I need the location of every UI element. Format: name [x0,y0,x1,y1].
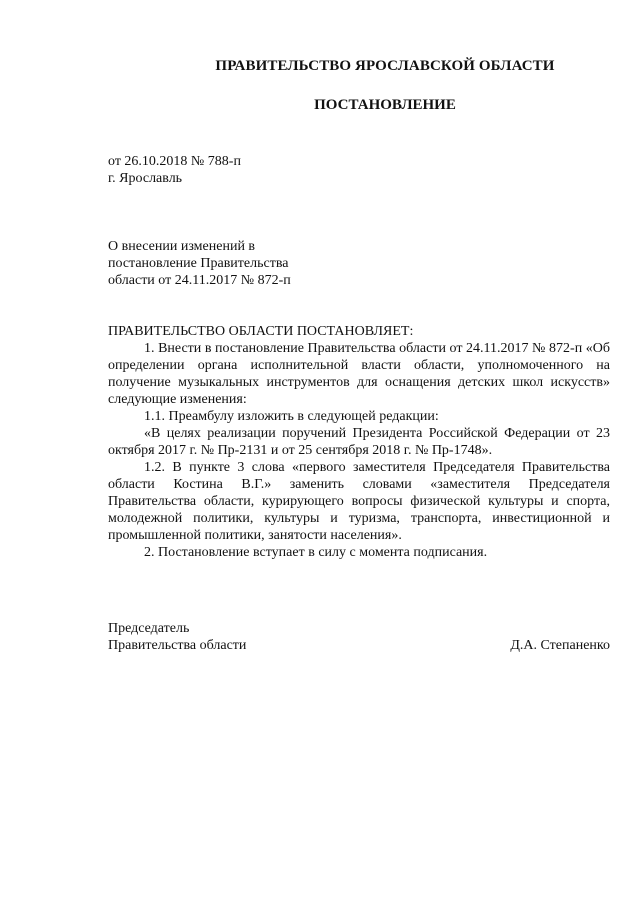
city: г. Ярославль [108,171,183,186]
date-number: от 26.10.2018 № 788-п [108,154,241,169]
subject-line-2: постановление Правительства [108,256,289,271]
paragraph-2: 2. Постановление вступает в силу с момента подписания. [144,545,488,560]
signatory-position-line-2: Правительства области [108,638,247,653]
subject-line-3: области от 24.11.2017 № 872-п [108,273,291,288]
document-subject [108,238,368,289]
document-body [108,323,610,561]
signatory-position-line-1: Председатель [108,621,190,636]
paragraph-1-1: 1.1. Преамбулу изложить в следующей редакции: [144,409,439,424]
government-title: ПРАВИТЕЛЬСТВО ЯРОСЛАВСКОЙ ОБЛАСТИ [215,58,555,74]
document-meta [108,153,408,187]
signatory-name: Д.А. Степаненко [510,638,610,653]
paragraph-1-2: 1.2. В пункте 3 слова «первого заместителя Председателя Правительства области Костина В.Г.» заменить словами «заместителя Председателя Правительства области, курирующего вопросы физической культуры и спорта, молодежной политики, культуры и туризма, транспорта, инвестиционной и промышленной политики, занятости населения». [108,460,610,543]
paragraph-1-1-quote: «В целях реализации поручений Президента Российской Федерации от 23 октября 2017 г. № Пр-2131 и от 25 сентября 2018 г. № Пр-1748». [108,426,610,458]
resolves-heading: ПРАВИТЕЛЬСТВО ОБЛАСТИ ПОСТАНОВЛЯЕТ: [108,324,414,339]
paragraph-1: 1. Внести в постановление Правительства области от 24.11.2017 № 872-п «Об определении органа исполнительной власти области, уполномоченного на получение музыкальных инструментов для оснащения детских школ искусств» следующие изменения: [108,341,610,407]
signature-block [108,620,610,654]
subject-line-1: О внесении изменений в [108,239,256,254]
document-type-title: ПОСТАНОВЛЕНИЕ [314,97,456,113]
